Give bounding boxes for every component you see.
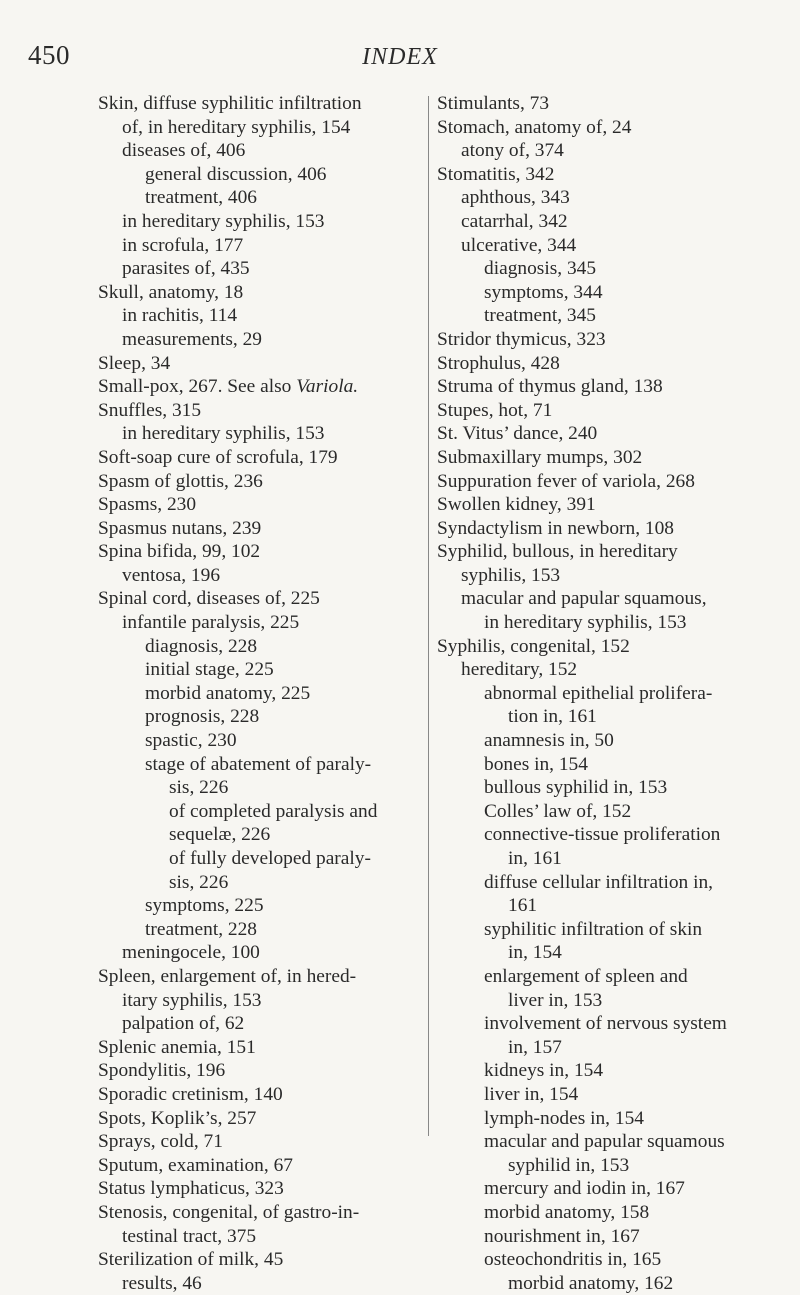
index-entry (98, 1154, 424, 1178)
index-entry-text: syphilitic infiltration of skin (484, 918, 703, 940)
index-entry (98, 1059, 424, 1083)
index-entry (437, 705, 770, 729)
index-entry-text: Sprays, cold, 71 (98, 1131, 223, 1153)
index-entry-text: in rachitis, 114 (122, 305, 238, 327)
index-entry (98, 116, 424, 140)
index-entry (98, 328, 424, 352)
index-entry-text: Soft-soap cure of scrofula, 179 (98, 446, 338, 468)
index-entry-text: stage of abatement of paraly- (145, 753, 372, 775)
index-entry-text: Sterilization of milk, 45 (98, 1249, 284, 1271)
index-entry-text: in, 154 (508, 942, 562, 964)
index-entry-text: macular and papular squamous, (461, 588, 707, 610)
index-entry (437, 1177, 770, 1201)
index-entry (437, 257, 770, 281)
index-entry-text: kidneys in, 154 (484, 1060, 604, 1082)
index-entry-text: Snuffles, 315 (98, 399, 202, 421)
index-entry-text: in, 161 (508, 848, 562, 869)
index-entry-text: enlargement of spleen and (484, 965, 688, 987)
index-entry-text: parasites of, 435 (122, 258, 250, 280)
index-entry (98, 1272, 424, 1295)
index-entry (437, 611, 770, 635)
index-entry-text: Spondylitis, 196 (98, 1060, 226, 1082)
index-entry-text: morbid anatomy, 158 (484, 1201, 650, 1223)
index-entry-text: Skull, anatomy, 18 (98, 281, 244, 303)
index-entry (98, 352, 424, 376)
index-entry (98, 564, 424, 588)
index-entry (437, 234, 770, 258)
index-entry-text: Spleen, enlargement of, in hered- (98, 965, 357, 987)
index-entry (98, 705, 424, 729)
index-entry-text: treatment, 228 (145, 918, 257, 940)
index-entry (98, 918, 424, 942)
index-entry-text: catarrhal, 342 (461, 210, 568, 232)
index-entry-text: Spasms, 230 (98, 494, 197, 516)
index-entry (98, 753, 424, 777)
index-entry-text: ventosa, 196 (122, 564, 221, 586)
index-entry-text: sis, 226 (169, 777, 229, 799)
index-entry-text: mercury and iodin in, 167 (484, 1178, 685, 1200)
index-entry-text: anamnesis in, 50 (484, 730, 614, 752)
index-entry (437, 540, 770, 564)
index-entry (437, 635, 770, 659)
index-entry-text: Stomatitis, 342 (437, 163, 555, 185)
index-entry (437, 1225, 770, 1249)
index-entry (437, 186, 770, 210)
index-entry (98, 399, 424, 423)
index-entry (437, 92, 770, 116)
index-entry-text: of fully developed paraly- (169, 848, 371, 869)
index-entry-text: Syphilid, bullous, in hereditary (437, 541, 678, 563)
index-entry-text: Stupes, hot, 71 (437, 399, 553, 421)
index-entry (98, 186, 424, 210)
index-entry (437, 1107, 770, 1131)
index-entry (98, 1083, 424, 1107)
index-entry (437, 1154, 770, 1178)
index-entry (98, 1177, 424, 1201)
index-entry-text: syphilis, 153 (461, 564, 561, 586)
index-entry-text: Spasmus nutans, 239 (98, 517, 262, 539)
index-entry-text: measurements, 29 (122, 328, 263, 350)
index-entry (437, 328, 770, 352)
index-entry (437, 800, 770, 824)
index-entry-text: nourishment in, 167 (484, 1225, 640, 1247)
index-entry (437, 847, 770, 871)
index-entry-text: Suppuration fever of variola, 268 (437, 470, 695, 492)
index-entry-text: in hereditary syphilis, 153 (484, 612, 687, 634)
index-entry-text: initial stage, 225 (145, 659, 274, 681)
index-entry (437, 1248, 770, 1272)
index-entry (437, 823, 770, 847)
index-entry-text: bullous syphilid in, 153 (484, 777, 668, 799)
index-entry (98, 658, 424, 682)
index-entry-text: Colles’ law of, 152 (484, 800, 632, 822)
index-entry-text: in scrofula, 177 (122, 234, 244, 256)
index-entry (98, 210, 424, 234)
index-entry-text: infantile paralysis, 225 (122, 612, 300, 634)
index-entry-text: Syndactylism in newborn, 108 (437, 517, 674, 539)
index-entry-text: Status lymphaticus, 323 (98, 1178, 284, 1200)
index-entry (437, 375, 770, 399)
index-entry (98, 1036, 424, 1060)
index-entry-text: ulcerative, 344 (461, 234, 577, 256)
index-entry (437, 776, 770, 800)
index-entry-text: Spots, Koplik’s, 257 (98, 1107, 257, 1129)
index-entry (98, 234, 424, 258)
index-entry-text: 161 (508, 895, 538, 917)
index-entry-text: Stenosis, congenital, of gastro-in- (98, 1201, 360, 1223)
index-entry (98, 1012, 424, 1036)
index-entry (98, 446, 424, 470)
index-entry-text: involvement of nervous system (484, 1013, 727, 1035)
index-entry (98, 470, 424, 494)
index-entry (98, 257, 424, 281)
index-entry-text: spastic, 230 (145, 730, 237, 752)
index-entry-text: connective-tissue proliferation (484, 824, 721, 846)
index-entry-text: syphilid in, 153 (508, 1154, 630, 1176)
index-entry (98, 941, 424, 965)
index-entry-text: Splenic anemia, 151 (98, 1036, 256, 1058)
index-entry (98, 92, 424, 116)
index-entry (437, 139, 770, 163)
index-entry-text: bones in, 154 (484, 753, 588, 775)
index-entry (98, 871, 424, 895)
index-entry-text: Spina bifida, 99, 102 (98, 541, 261, 563)
index-entry (437, 210, 770, 234)
index-entry (437, 753, 770, 777)
index-entry-text: tion in, 161 (508, 706, 597, 728)
index-entry (98, 281, 424, 305)
index-entry-text: general discussion, 406 (145, 163, 327, 185)
index-entry-text: Sputum, examination, 67 (98, 1154, 293, 1176)
index-entry (98, 894, 424, 918)
index-column-left (98, 92, 424, 1295)
index-entry (437, 163, 770, 187)
index-entry (98, 847, 424, 871)
index-entry-text: St. Vitus’ dance, 240 (437, 423, 598, 445)
index-entry (98, 965, 424, 989)
index-entry (98, 540, 424, 564)
index-entry-text: Stomach, anatomy of, 24 (437, 116, 632, 138)
index-entry-text: abnormal epithelial prolifera- (484, 682, 713, 704)
index-entry (437, 871, 770, 895)
running-header: INDEX (362, 44, 438, 70)
index-entry (437, 470, 770, 494)
index-entry-text: Struma of thymus gland, 138 (437, 376, 663, 398)
index-entry-text: sis, 226 (169, 871, 229, 893)
index-entry (437, 564, 770, 588)
index-entry-text: symptoms, 344 (484, 281, 603, 303)
index-entry (98, 1130, 424, 1154)
index-entry-text: Small-pox, 267. See also (98, 376, 297, 398)
index-entry-text: of, in hereditary syphilis, 154 (122, 116, 351, 138)
index-entry (98, 800, 424, 824)
index-entry (98, 422, 424, 446)
index-entry (437, 399, 770, 423)
index-entry-text: macular and papular squamous (484, 1131, 725, 1153)
index-column-right (437, 92, 770, 1295)
index-entry (437, 941, 770, 965)
index-entry (98, 611, 424, 635)
index-entry-text: in hereditary syphilis, 153 (122, 210, 325, 232)
index-entry (98, 304, 424, 328)
column-divider (428, 96, 429, 1136)
index-entry (98, 823, 424, 847)
index-entry-text: diagnosis, 228 (145, 635, 258, 657)
index-entry (437, 1272, 770, 1295)
index-entry-text: Submaxillary mumps, 302 (437, 446, 643, 468)
index-entry (437, 352, 770, 376)
index-entry (437, 1036, 770, 1060)
index-entry-text: Spasm of glottis, 236 (98, 470, 263, 492)
index-entry-text: liver in, 153 (508, 989, 603, 1011)
index-entry-text: osteochondritis in, 165 (484, 1249, 662, 1271)
index-entry (437, 587, 770, 611)
index-entry (98, 517, 424, 541)
index-entry (98, 776, 424, 800)
index-entry-text: Skin, diffuse syphilitic infiltration (98, 93, 362, 114)
index-entry-text: Stimulants, 73 (437, 93, 550, 114)
index-entry (437, 682, 770, 706)
index-entry-text: meningocele, 100 (122, 942, 260, 964)
index-entry (437, 1012, 770, 1036)
index-entry-text: prognosis, 228 (145, 706, 260, 728)
index-entry-text: testinal tract, 375 (122, 1225, 257, 1247)
index-entry-text: hereditary, 152 (461, 659, 578, 681)
index-entry (437, 989, 770, 1013)
index-entry-text: morbid anatomy, 225 (145, 682, 311, 704)
index-entry-text: diffuse cellular infiltration in, (484, 871, 714, 893)
index-entry (437, 658, 770, 682)
index-entry (98, 635, 424, 659)
index-entry (98, 1225, 424, 1249)
index-entry-text: Sleep, 34 (98, 352, 171, 374)
index-entry (437, 304, 770, 328)
index-entry (437, 116, 770, 140)
index-entry-text: Stridor thymicus, 323 (437, 328, 606, 350)
index-entry (437, 517, 770, 541)
index-entry (437, 1083, 770, 1107)
index-entry-text: treatment, 345 (484, 305, 596, 327)
index-cross-reference: Variola. (296, 376, 359, 398)
index-entry-text: aphthous, 343 (461, 187, 570, 209)
index-entry-text: palpation of, 62 (122, 1013, 245, 1035)
index-entry (437, 422, 770, 446)
index-entry (437, 965, 770, 989)
index-entry (98, 729, 424, 753)
index-entry-text: treatment, 406 (145, 187, 257, 209)
index-entry-text: atony of, 374 (461, 140, 564, 162)
index-entry (98, 682, 424, 706)
index-entry (437, 894, 770, 918)
index-entry (98, 375, 424, 399)
index-entry-text: lymph-nodes in, 154 (484, 1107, 644, 1129)
index-entry (437, 446, 770, 470)
index-entry (98, 163, 424, 187)
index-entry-text: Sporadic cretinism, 140 (98, 1083, 283, 1105)
index-entry-text: morbid anatomy, 162 (508, 1272, 674, 1294)
index-entry (437, 1059, 770, 1083)
index-entry-text: itary syphilis, 153 (122, 989, 262, 1011)
index-entry-text: liver in, 154 (484, 1083, 579, 1105)
index-entry (437, 918, 770, 942)
index-entry (437, 1201, 770, 1225)
index-entry (98, 1107, 424, 1131)
index-entry-text: of completed paralysis and (169, 800, 378, 822)
index-entry (437, 729, 770, 753)
index-entry-text: Syphilis, congenital, 152 (437, 635, 630, 657)
index-entry-text: Strophulus, 428 (437, 352, 560, 374)
index-entry-text: diagnosis, 345 (484, 258, 597, 280)
index-entry-text: in hereditary syphilis, 153 (122, 423, 325, 445)
index-entry (98, 1201, 424, 1225)
index-entry (437, 281, 770, 305)
index-entry (437, 493, 770, 517)
index-entry-text: diseases of, 406 (122, 140, 246, 162)
index-entry (98, 493, 424, 517)
index-entry-text: Spinal cord, diseases of, 225 (98, 588, 320, 610)
index-entry (437, 1130, 770, 1154)
index-entry (98, 989, 424, 1013)
index-entry-text: symptoms, 225 (145, 895, 264, 917)
page-number: 450 (28, 40, 70, 70)
index-entry (98, 1248, 424, 1272)
index-entry-text: results, 46 (122, 1272, 202, 1294)
index-entry (98, 139, 424, 163)
index-entry (98, 587, 424, 611)
index-entry-text: Swollen kidney, 391 (437, 494, 596, 516)
index-entry-text: in, 157 (508, 1036, 562, 1058)
index-entry-text: sequelæ, 226 (169, 824, 271, 846)
